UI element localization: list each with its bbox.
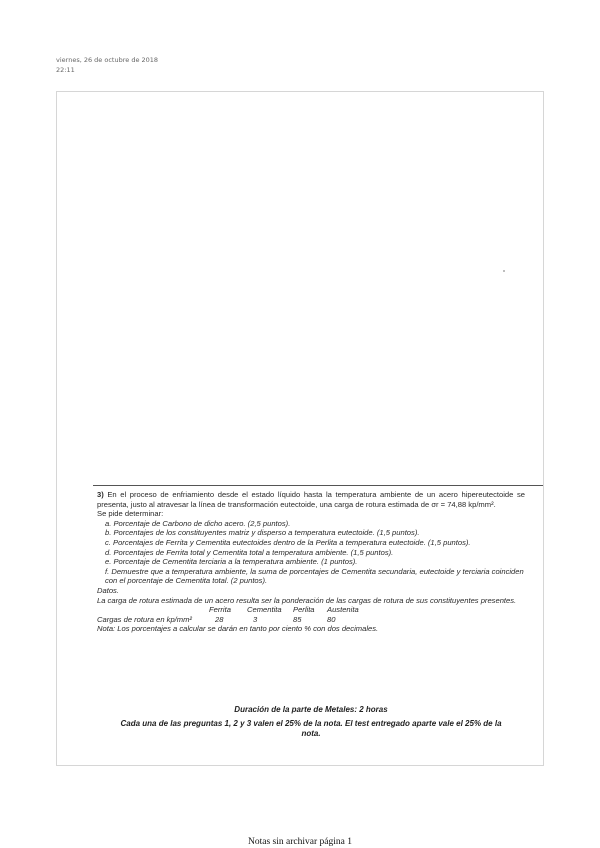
table-cell: 3 [253,614,258,624]
question-item: d. Porcentajes de Ferrita total y Cementita total a temperatura ambiente. (1,5 puntos). [105,547,394,557]
data-text: La carga de rotura estimada de un acero resulta ser la ponderación de las cargas de rotura de sus constituyentes presentes. [97,595,517,605]
table-header-row [97,605,525,615]
table-header: Perlita [293,605,315,615]
note-text: Nota: Los porcentajes a calcular se darán en tanto por ciento % con dos decimales. [97,624,379,634]
page-footer: Notas sin archivar página 1 [248,837,352,847]
table-value-row [97,615,525,625]
question-item: c. Porcentajes de Ferrita y Cementita eutectoides dentro de la Perlita a temperatura eutectoide. (1,5 puntos). [105,537,471,547]
table-header: Ferrita [209,605,231,615]
question-block [97,490,525,634]
question-item: a. Porcentaje de Carbono de dicho acero. (2,5 puntos). [105,518,291,528]
exam-weights: Cada una de las preguntas 1, 2 y 3 valen el 25% de la nota. El test entregado aparte vale el 25% de la nota. [120,719,502,738]
question-intro [97,490,525,509]
table-header: Cementita [247,605,282,615]
data-title: Datos. [97,585,119,595]
question-items [97,519,525,586]
divider-line [93,485,543,486]
note-time: 22:11 [56,66,75,74]
question-intro-text: En el proceso de enfriamiento desde el estado líquido hasta la temperatura ambiente de un acero hipereutectoide se presenta, justo al atravesar la línea de transformación eutectoide, una carga de rotura estimada de σr = 74,88 kp/mm². [97,490,525,509]
table-row-label: Cargas de rotura en kp/mm² [97,614,192,624]
question-item: e. Porcentaje de Cementita terciaria a la temperatura ambiente. (1 puntos). [105,557,358,567]
question-number: 3) [97,490,104,499]
question-item: b. Porcentajes de los constituyentes matriz y disperso a temperatura eutectoide. (1,5 puntos). [105,528,420,538]
question-item: f. Demuestre que a temperatura ambiente, la suma de porcentajes de Cementita secundaria, eutectoide y terciaria coinciden con el porcentaje de Cementita total. (2 puntos). [105,566,524,586]
exam-footer [97,705,525,739]
scanned-exam-image [56,91,544,766]
note-date: viernes, 26 de octubre de 2018 [56,56,159,64]
table-header: Austenita [327,605,359,615]
table-cell: 85 [293,614,302,624]
scan-speck [503,270,505,272]
exam-duration: Duración de la parte de Metales: 2 horas [234,705,388,714]
table-cell: 28 [215,614,224,624]
question-ask: Se pide determinar: [97,509,164,519]
table-cell: 80 [327,614,336,624]
